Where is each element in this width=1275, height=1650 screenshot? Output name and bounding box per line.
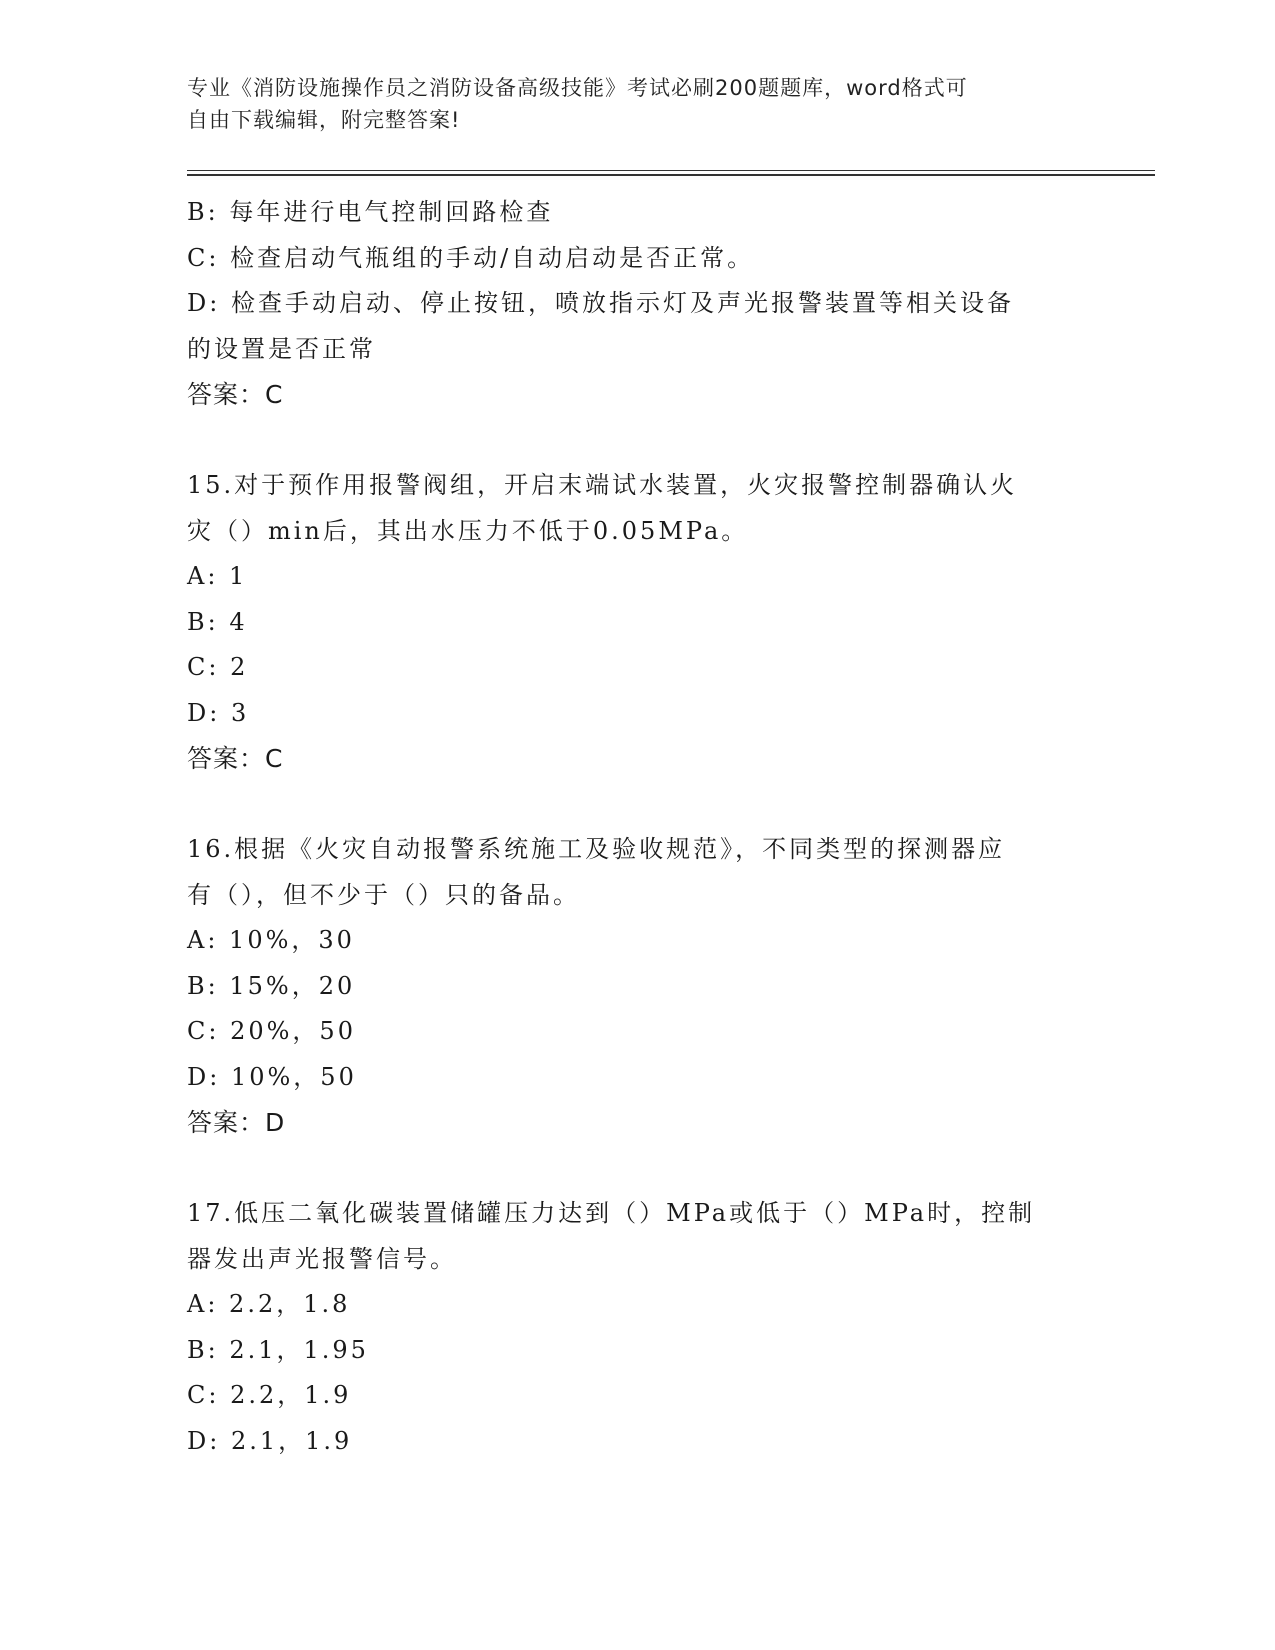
option-d: D: 2.1，1.9 xyxy=(187,1426,353,1455)
prev-question-block xyxy=(187,190,1077,418)
option-d: D: 3 xyxy=(187,698,250,727)
header-rule-thin xyxy=(187,170,1155,171)
question-16 xyxy=(187,827,1077,1146)
question-17 xyxy=(187,1191,1077,1464)
question-content xyxy=(187,190,1077,1464)
option-c: C: 2.2，1.9 xyxy=(187,1381,352,1409)
option-b: B: 4 xyxy=(187,607,248,636)
question-stem: 15.对于预作用报警阀组，开启末端试水装置，火灾报警控制器确认火 xyxy=(187,471,1018,499)
option-line: 的设置是否正常 xyxy=(187,334,376,363)
question-stem: 器发出声光报警信号。 xyxy=(187,1244,457,1273)
header-line-2: 自由下载编辑，附完整答案! xyxy=(187,108,461,132)
option-d: D: 10%，50 xyxy=(187,1062,357,1091)
option-a: A: 2.2，1.8 xyxy=(187,1290,351,1318)
option-line: C: 检查启动气瓶组的手动/自动启动是否正常。 xyxy=(187,243,755,272)
document-header xyxy=(187,72,1067,136)
question-stem: 有（），但不少于（）只的备品。 xyxy=(187,880,580,909)
option-c: C: 2 xyxy=(187,653,249,681)
question-stem: 16.根据《火灾自动报警系统施工及验收规范》，不同类型的探测器应 xyxy=(187,835,1006,863)
header-line-1: 专业《消防设施操作员之消防设备高级技能》考试必刷200题题库，word格式可 xyxy=(187,76,968,100)
option-line: D: 检查手动启动、停止按钮，喷放指示灯及声光报警装置等相关设备 xyxy=(187,289,1014,317)
option-b: B: 2.1，1.95 xyxy=(187,1335,369,1364)
question-stem: 17.低压二氧化碳装置储罐压力达到（）MPa或低于（）MPa时，控制 xyxy=(187,1199,1036,1227)
answer-line: 答案：C xyxy=(187,744,284,773)
header-rule-thick xyxy=(187,174,1155,176)
question-stem: 灾（）min后，其出水压力不低于0.05MPa。 xyxy=(187,516,749,545)
spacer xyxy=(187,782,1077,828)
option-c: C: 20%，50 xyxy=(187,1017,356,1045)
answer-line: 答案：D xyxy=(187,1108,286,1137)
spacer xyxy=(187,1146,1077,1192)
option-line: B: 每年进行电气控制回路检查 xyxy=(187,198,554,226)
answer-line: 答案：C xyxy=(187,380,284,409)
question-15 xyxy=(187,463,1077,782)
spacer xyxy=(187,418,1077,464)
option-b: B: 15%，20 xyxy=(187,971,356,1000)
option-a: A: 10%，30 xyxy=(187,926,355,954)
option-a: A: 1 xyxy=(187,562,248,590)
